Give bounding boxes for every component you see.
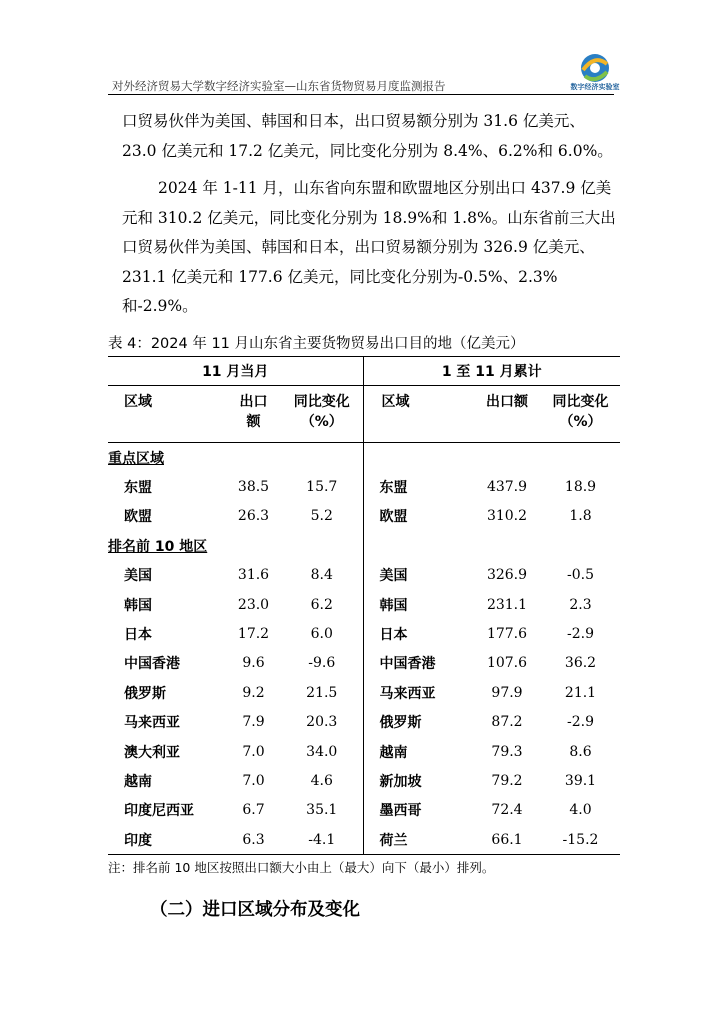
row-name-cum: 中国香港 <box>363 649 473 678</box>
row-value: 7.0 <box>242 772 265 789</box>
row-yoy-cum: 1.8 <box>569 508 592 525</box>
row-name-cum: 荷兰 <box>363 825 473 855</box>
col-yoy-cum <box>541 386 620 443</box>
row-yoy-cum: 8.6 <box>569 743 592 760</box>
col-region: 区域 <box>108 386 226 443</box>
table-row <box>108 825 620 855</box>
row-name-cum: 美国 <box>363 561 473 590</box>
row-name-cum: 日本 <box>363 619 473 648</box>
row-yoy: -9.6 <box>308 655 336 672</box>
row-yoy: 4.6 <box>310 772 333 789</box>
row-name: 日本 <box>124 627 152 644</box>
row-name-cum: 马来西亚 <box>363 678 473 707</box>
row-value-cum: 66.1 <box>473 825 541 855</box>
row-yoy-cum: 21.1 <box>564 684 597 701</box>
paragraph-1: 口贸易伙伴为美国、韩国和日本，出口贸易额分别为 31.6 亿美元、23.0 亿美元和 17.2 亿美元，同比变化分别为 8.4%、6.2%和 6.0%。 <box>122 112 613 160</box>
col-yoy-line1: 同比变化 <box>293 394 350 410</box>
row-name: 越南 <box>124 773 152 790</box>
row-yoy-cum: 4.0 <box>569 802 592 819</box>
row-name-cum: 韩国 <box>363 590 473 619</box>
table-note: 注：排名前 10 地区按照出口额大小由上（最大）向下（最小）排列。 <box>108 860 495 875</box>
row-yoy-cum: -2.9 <box>567 626 594 643</box>
row-value-cum: 79.2 <box>491 772 523 789</box>
row-yoy-cum: 2.3 <box>569 596 592 613</box>
row-yoy: 8.4 <box>310 567 333 584</box>
header-divider <box>108 94 614 95</box>
row-value-cum: 107.6 <box>486 655 528 672</box>
logo-text: 数字经济实验室 <box>570 83 620 91</box>
running-header: 对外经济贸易大学数字经济实验室—山东省货物贸易月度监测报告 <box>112 79 446 93</box>
section-row-top10 <box>108 531 620 560</box>
group-header-month: 11 月当月 <box>108 357 363 386</box>
row-value: 26.3 <box>237 508 270 525</box>
row-yoy: 6.0 <box>310 626 333 643</box>
row-yoy-cum: -0.5 <box>567 567 594 584</box>
col-yoy-cum-line1: 同比变化 <box>552 394 609 410</box>
col-export-line1: 出口 <box>239 394 268 410</box>
table-row <box>108 678 620 707</box>
section-row-key <box>108 443 620 473</box>
row-value: 9.6 <box>242 655 265 672</box>
section-key-blank <box>363 443 620 473</box>
row-yoy-cum: 39.1 <box>564 772 597 789</box>
row-value-cum: 72.4 <box>491 802 523 819</box>
row-yoy-cum: 18.9 <box>564 479 597 496</box>
row-name: 印度 <box>108 825 226 855</box>
row-value-cum: 231.1 <box>486 596 528 613</box>
row-yoy: 15.7 <box>306 479 338 496</box>
row-name: 印度尼西亚 <box>124 803 194 820</box>
table-row <box>108 619 620 648</box>
row-yoy: 20.3 <box>306 714 338 731</box>
row-value: 6.3 <box>226 825 281 855</box>
row-name-cum: 越南 <box>363 737 473 766</box>
table-row <box>108 737 620 766</box>
row-yoy-cum: -15.2 <box>541 825 620 855</box>
row-value: 7.0 <box>242 743 265 760</box>
row-yoy-cum: -2.9 <box>567 714 594 731</box>
col-export-month <box>226 386 281 443</box>
col-yoy-line2: （%） <box>300 414 343 430</box>
row-name: 中国香港 <box>124 656 180 673</box>
row-value: 23.0 <box>237 596 270 613</box>
row-name-cum: 欧盟 <box>363 502 473 531</box>
table-column-header <box>108 386 620 443</box>
col-export-cum: 出口额 <box>473 386 541 443</box>
group-header-cumulative: 1 至 11 月累计 <box>363 357 620 386</box>
row-name: 美国 <box>124 568 152 585</box>
row-name-cum: 墨西哥 <box>363 796 473 825</box>
row-name: 澳大利亚 <box>124 744 180 761</box>
table-row <box>108 502 620 531</box>
row-name: 俄罗斯 <box>124 685 166 702</box>
row-name: 东盟 <box>124 480 152 497</box>
section-key-regions: 重点区域 <box>108 450 164 467</box>
row-yoy: 6.2 <box>310 596 333 613</box>
row-value-cum: 177.6 <box>486 626 528 643</box>
export-destination-table <box>108 356 620 855</box>
section-subheading: （二）进口区域分布及变化 <box>150 900 360 920</box>
table-row <box>108 649 620 678</box>
row-value-cum: 310.2 <box>486 508 528 525</box>
row-name: 欧盟 <box>124 509 152 526</box>
row-value: 38.5 <box>237 479 270 496</box>
row-yoy: 21.5 <box>306 684 338 701</box>
col-region-cum: 区域 <box>363 386 473 443</box>
table-row <box>108 472 620 501</box>
paragraph-2: 2024 年 1-11 月，山东省向东盟和欧盟地区分别出口 437.9 亿美元和 310.2 亿美元，同比变化分别为 18.9%和 1.8%。山东省前三大出口贸易伙伴为美国、韩国和日本，出口贸易额分别为 326.9 亿美元、231.1 亿美元和 177.6 亿美元，同比变化分别为-0.5%、2.3%和-2.9%。 <box>122 179 616 315</box>
row-yoy-cum: 36.2 <box>564 655 597 672</box>
table-row <box>108 708 620 737</box>
col-yoy-cum-line2: （%） <box>559 414 602 430</box>
row-name-cum: 新加坡 <box>363 766 473 795</box>
row-value: 17.2 <box>237 626 270 643</box>
row-value: 6.7 <box>242 802 265 819</box>
row-value-cum: 87.2 <box>491 714 523 731</box>
table-group-header <box>108 357 620 386</box>
row-value-cum: 97.9 <box>491 684 523 701</box>
row-name-cum: 俄罗斯 <box>363 708 473 737</box>
row-yoy: -4.1 <box>281 825 363 855</box>
row-name: 马来西亚 <box>124 715 180 732</box>
row-yoy: 35.1 <box>306 802 338 819</box>
row-yoy: 34.0 <box>306 743 338 760</box>
row-value-cum: 437.9 <box>486 479 528 496</box>
row-value: 31.6 <box>237 567 270 584</box>
row-name-cum: 东盟 <box>363 472 473 501</box>
row-value-cum: 79.3 <box>491 743 523 760</box>
section-top10: 排名前 10 地区 <box>108 538 208 555</box>
row-name: 韩国 <box>124 597 152 614</box>
table-row <box>108 561 620 590</box>
section-top10-blank <box>363 531 620 560</box>
row-value: 7.9 <box>242 714 265 731</box>
table-row <box>108 766 620 795</box>
row-yoy: 5.2 <box>310 508 333 525</box>
table-row <box>108 590 620 619</box>
row-value-cum: 326.9 <box>486 567 528 584</box>
table-row <box>108 796 620 825</box>
row-value: 9.2 <box>242 684 265 701</box>
col-export-line2: 额 <box>246 414 261 430</box>
table-caption: 表 4：2024 年 11 月山东省主要货物贸易出口目的地（亿美元） <box>108 336 525 352</box>
col-yoy-month <box>281 386 363 443</box>
